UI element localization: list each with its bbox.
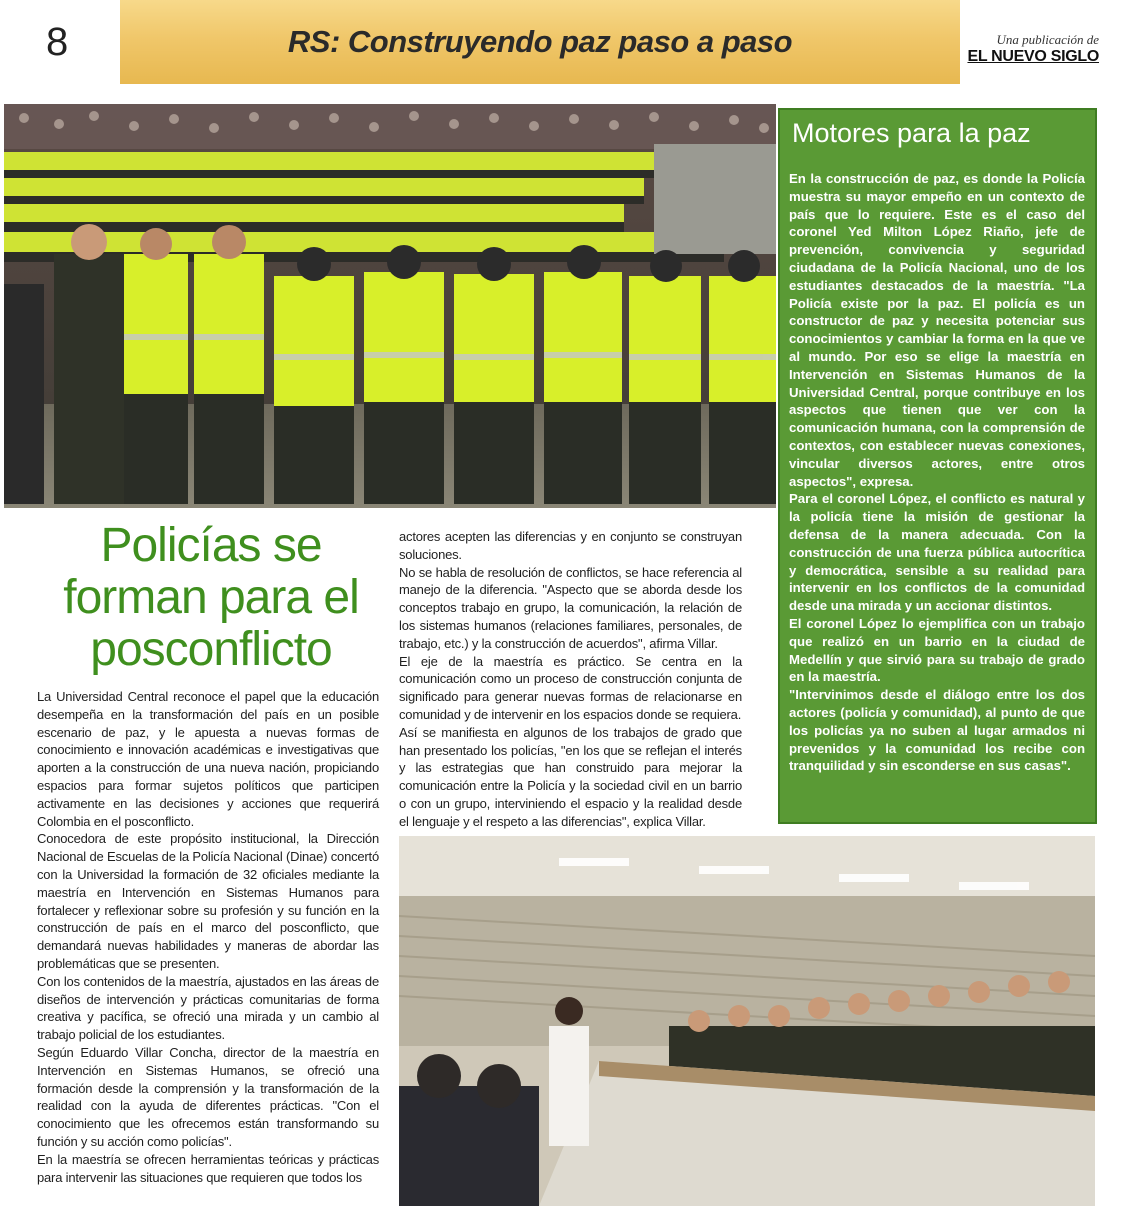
publication-label: Una publicación de — [996, 32, 1099, 47]
article-paragraph: La Universidad Central reconoce el papel que la educación desempeña en la transformación del país en un posible escenario de paz, y le apuesta a nuevas formas de conocimiento e innovación académicas e investigativas que aporten a la construcción de una nueva nación, propiciando espacios para formar sujetos políticos que participen activamente en las decisiones y acciones que requerirá Colombia en el posconflicto. — [37, 689, 379, 829]
article-paragraph: Según Eduardo Villar Concha, director de la maestría en Intervención en Sistemas Humanos, se ofreció una formación desde la comprensión y la transformación de la realidad con la ayuda de diferentes prácticas. "Con el conocimiento que les ofrecemos están transformando su función y su acción como policías". — [37, 1044, 379, 1149]
police-parade-photo — [4, 104, 776, 508]
article-paragraph: Conocedora de este propósito institucional, la Dirección Nacional de Escuelas de la Policía Nacional (Dinae) concertó con la Universidad la formación de 32 oficiales mediante la maestría en Intervención en Sistemas Humanos para fortalecer y reflexionar sobre su profesión y su función en la construcción de país en el marco del posconflicto, que demandará nuevas habilidades y maneras de abordar las problemáticas que se presenten. — [37, 831, 379, 971]
page-number: 8 — [46, 20, 69, 64]
sidebar-text — [789, 170, 1085, 775]
article-paragraph: En la maestría se ofrecen herramientas teóricas y prácticas para intervenir las situaciones que requieren que todos los — [37, 1151, 379, 1185]
sidebar-paragraph: En la construcción de paz, es donde la Policía muestra su mayor empeño en un contexto de país que lo requiere. Este es el caso del coronel Yed Milton López Riaño, jefe de prevención, convivencia y seguridad ciudadana de la Policía Nacional, uno de los estudiantes destacados de la maestría. "La Policía existe por la paz. El policía es un constructor de paz y necesita potenciar sus conocimientos y cambiar la forma en la que ve al mundo. Por eso se elige la maestría en Intervención en Sistemas Humanos de la Universidad Central, porque contribuye en los aspectos que tienen que ver con la comunicación humana, con la comprensión de contextos, con establecer nuevas conexiones, vincular diversos actores, entre otros aspectos", expresa. — [789, 171, 1085, 489]
classroom-photo — [399, 836, 1095, 1206]
section-title: RS: Construyendo paz paso a paso — [287, 24, 793, 59]
classroom-illustration — [399, 836, 1095, 1206]
sidebar-paragraph: Para el coronel López, el conflicto es natural y la policía tiene la misión de gestionar la defensa de la manera adecuada. Con la construcción de una fuerza pública autocrítica y democrática, sensible a su realidad para intervenir en los conflictos de la comunidad desde una mirada y un accionar distintos. — [789, 491, 1085, 614]
police-parade-illustration — [4, 104, 776, 508]
article-paragraph: actores acepten las diferencias y en conjunto se construyan soluciones. — [399, 529, 742, 562]
article-column-right — [399, 528, 742, 831]
sidebar-paragraph: El coronel López lo ejemplifica con un trabajo que realizó en un barrio en la ciudad de Medellín y que sirvió para su trabajo de grado en la maestría. — [789, 615, 1085, 685]
article-paragraph: Así se manifiesta en algunos de los trabajos de grado que han presentado los policías, "en los que se reflejan el interés y las estrategias que han construido para mejorar la comunicación entre la Policía y la sociedad civil en un barrio o con un grupo, interviniendo el espacio y la realidad desde el lenguaje y el respeto a las diferencias", explica Villar. — [399, 724, 742, 829]
article-paragraph: Con los contenidos de la maestría, ajustados en las áreas de diseños de intervención y prácticas comunitarias de forma creativa y pacífica, se ofreció una mirada y un cambio al trabajo policial de los estudiantes. — [37, 973, 379, 1043]
article-column-left — [37, 688, 379, 1186]
article-headline: Policías se forman para el posconflicto — [63, 519, 359, 676]
article-paragraph: No se habla de resolución de conflictos, se hace referencia al manejo de la diferencia. "Aspecto que se aborda desde los conceptos trabajo en grupo, la comunicación, la relación de los sistemas humanos (relaciones familiares, personales, de trabajo, etc.) y la construcción de acuerdos", afirma Villar. — [399, 564, 742, 651]
sidebar-paragraph: "Intervinimos desde el diálogo entre los dos actores (policía y comunidad), al punto de que los policías ya no suben al lugar armados ni prevenidos y la comunidad los recibe con tranquilidad y sin esconderse en sus casas". — [789, 687, 1085, 774]
sidebar-title: Motores para la paz — [792, 118, 1031, 148]
article-paragraph: El eje de la maestría es práctico. Se centra en la comunicación como un proceso de construcción conjunta de significado para generar nuevas formas de relacionarse en comunidad y de intervenir en los espacios donde se requiera. — [399, 653, 742, 722]
publisher-logo: EL NUEVO SIGLO — [967, 48, 1099, 65]
